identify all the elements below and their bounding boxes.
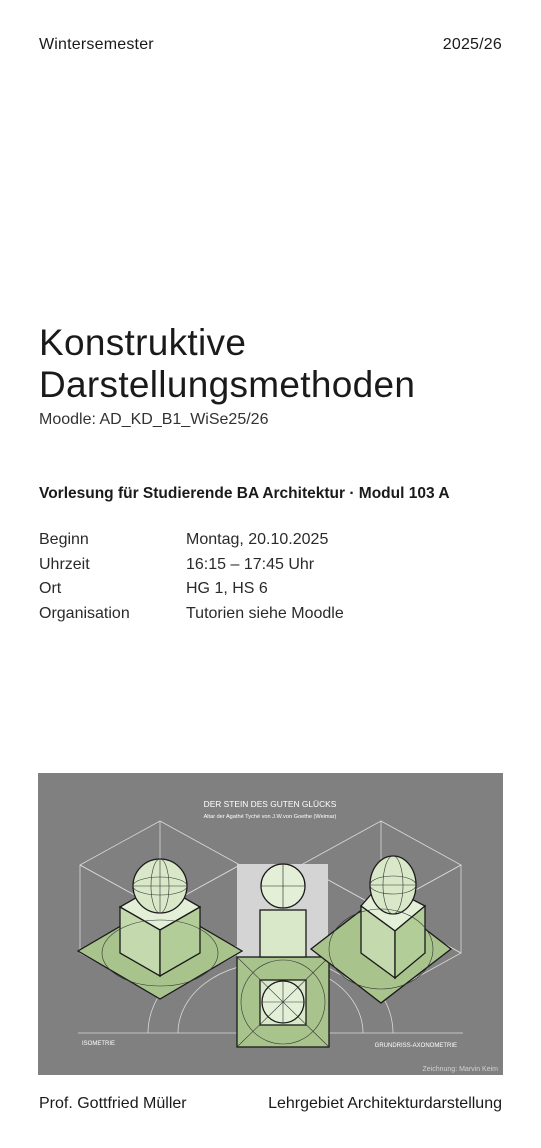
professor-name: Prof. Gottfried Müller bbox=[39, 1095, 187, 1112]
info-label: Ort bbox=[39, 580, 62, 597]
info-table bbox=[39, 528, 344, 626]
course-title-line-2: Darstellungsmethoden bbox=[39, 364, 416, 405]
altar-drawing bbox=[38, 773, 503, 1075]
info-value: Montag, 20.10.2025 bbox=[186, 531, 329, 548]
info-label: Organisation bbox=[39, 604, 130, 622]
department-name: Lehrgebiet Architekturdarstellung bbox=[268, 1095, 502, 1112]
semester-label: Wintersemester bbox=[39, 36, 154, 53]
info-value: HG 1, HS 6 bbox=[186, 580, 268, 597]
moodle-code: Moodle: AD_KD_B1_WiSe25/26 bbox=[39, 411, 269, 428]
axonometric-altar bbox=[311, 856, 451, 1003]
illustration-subtitle: Altar der Agathé Tyché von J.W.von Goethe (Weimar) bbox=[203, 814, 337, 820]
course-title bbox=[39, 322, 415, 406]
info-value: Tutorien siehe Moodle bbox=[186, 604, 344, 622]
info-row-beginn bbox=[39, 528, 344, 553]
info-row-organisation bbox=[39, 602, 344, 627]
isometric-altar bbox=[78, 859, 242, 999]
info-label: Uhrzeit bbox=[39, 555, 90, 573]
course-title-line-1: Konstruktive bbox=[39, 322, 247, 363]
info-row-ort bbox=[39, 577, 344, 602]
info-label: Beginn bbox=[39, 531, 89, 548]
info-value: 16:15 – 17:45 Uhr bbox=[186, 555, 315, 573]
illustration-panel bbox=[38, 773, 503, 1075]
lecture-description: Vorlesung für Studierende BA Architektur · Modul 103 A bbox=[39, 485, 450, 502]
isometrie-label: ISOMETRIE bbox=[82, 1041, 116, 1047]
axonometrie-label: GRUNDRISS-AXONOMETRIE bbox=[374, 1043, 457, 1049]
illustration-title: DER STEIN DES GUTEN GLÜCKS bbox=[203, 799, 337, 809]
drawing-credit: Zeichnung: Marvin Keim bbox=[422, 1066, 498, 1073]
info-row-uhrzeit bbox=[39, 553, 344, 578]
year-label: 2025/26 bbox=[442, 36, 502, 53]
